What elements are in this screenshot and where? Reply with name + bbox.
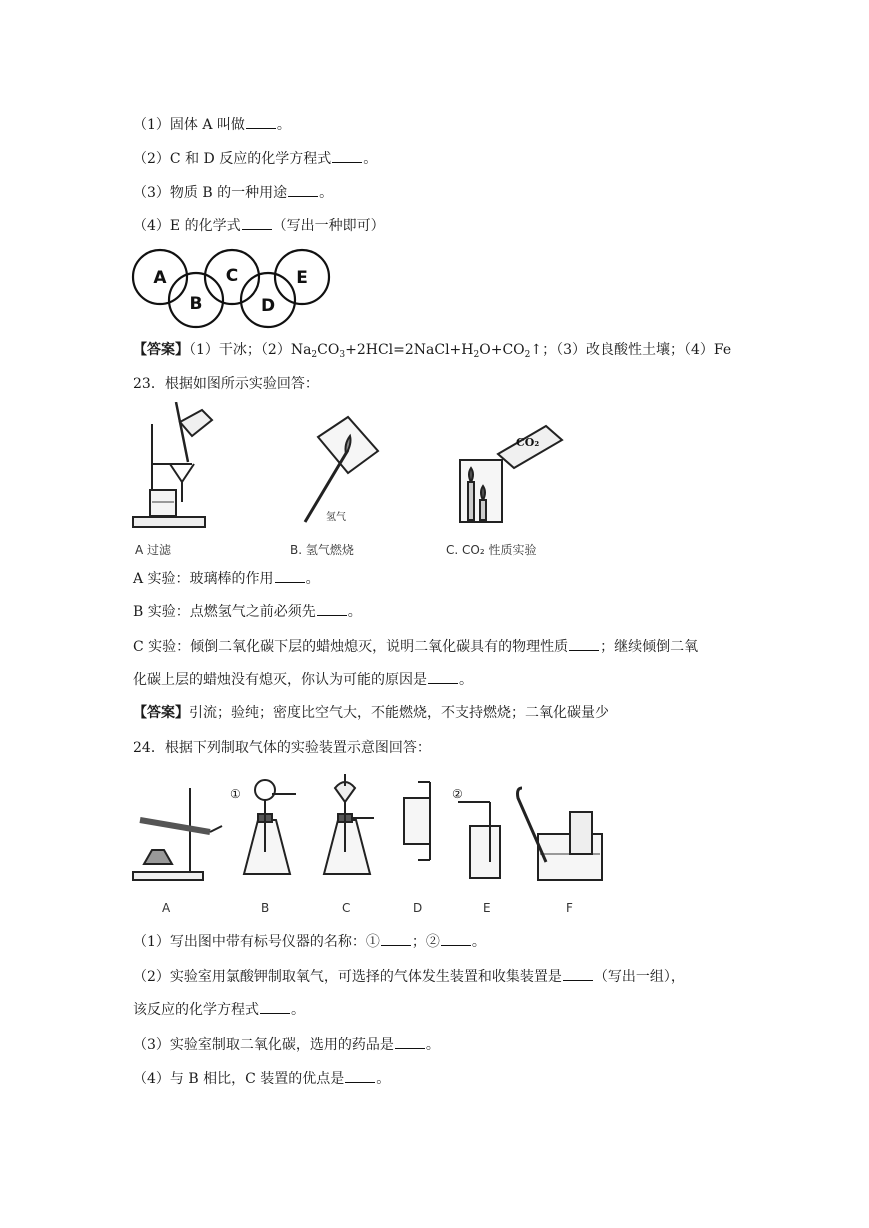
q23-b: B 实验：点燃氢气之前必须先 。 <box>133 601 362 622</box>
answer-blank[interactable] <box>345 1068 375 1083</box>
q22-line-2: （2）C 和 D 反应的化学方程式 。 <box>133 148 377 169</box>
answer-blank[interactable] <box>246 114 276 129</box>
co2-bottle-label: CO₂ <box>516 436 540 449</box>
answer-blank[interactable] <box>441 931 471 946</box>
co2-apparatus <box>460 426 562 522</box>
hydrogen-burning-apparatus <box>305 417 378 522</box>
q23-c-cont: 化碳上层的蜡烛没有熄灭，你认为可能的原因是 。 <box>133 669 473 690</box>
apparatus-f <box>518 788 603 880</box>
q24-title: 24．根据下列制取气体的实验装置示意图回答： <box>133 740 431 756</box>
q24-3: （3）实验室制取二氧化碳，选用的药品是 。 <box>133 1034 440 1055</box>
answer-blank[interactable] <box>242 215 272 230</box>
q23-figure <box>130 402 570 560</box>
filtration-apparatus <box>133 402 212 527</box>
answer-blank[interactable] <box>288 182 318 197</box>
label-c: C <box>342 901 351 915</box>
q23-answer: 【答案】引流；验纯；密度比空气大，不能燃烧，不支持燃烧；二氧化碳量少 <box>133 705 609 721</box>
q23-c: C 实验：倾倒二氧化碳下层的蜡烛熄灭，说明二氧化碳具有的物理性质 ；继续倾倒二氧 <box>133 636 698 657</box>
caption-b: B. 氢气燃烧 <box>290 543 354 557</box>
q22-answer: 【答案】（1）干冰；$(2)Na_2CO_3+2HCl=2NaCl+H_2O+CO_2↑$；（3）改良酸性土壤；（4）Fe <box>133 342 732 360</box>
answer-blank[interactable] <box>317 601 347 616</box>
answer-blank[interactable] <box>569 636 599 651</box>
q24-2-cont: 该反应的化学方程式 。 <box>133 999 305 1020</box>
circle-label-a: A <box>153 268 167 288</box>
caption-c: C. CO₂ 性质实验 <box>446 543 537 557</box>
apparatus-a <box>133 788 222 880</box>
apparatus-c <box>324 774 374 874</box>
q22-line-4: （4）E 的化学式 （写出一种即可） <box>133 215 385 236</box>
label-d: D <box>413 901 423 915</box>
mark-2: ② <box>452 787 463 801</box>
hydrogen-label: 氢气 <box>326 512 346 523</box>
q24-1: （1）写出图中带有标号仪器的名称：① ；② 。 <box>133 931 486 952</box>
circle-label-d: D <box>260 296 276 316</box>
apparatus-e <box>458 802 500 878</box>
answer-blank[interactable] <box>428 669 458 684</box>
q24-figure <box>130 768 612 918</box>
circle-label-b: B <box>189 294 203 314</box>
q23-a: A 实验：玻璃棒的作用 。 <box>133 568 320 589</box>
q24-2: （2）实验室用氯酸钾制取氧气，可选择的气体发生装置和收集装置是 （写出一组）， <box>133 966 685 987</box>
q24-4: （4）与 B 相比，C 装置的优点是 。 <box>133 1068 390 1089</box>
answer-blank[interactable] <box>563 966 593 981</box>
q23-title: 23．根据如图所示实验回答： <box>133 376 319 392</box>
answer-blank[interactable] <box>260 999 290 1014</box>
mark-1: ① <box>230 787 241 801</box>
circle-label-e: E <box>296 268 308 288</box>
caption-a: A 过滤 <box>135 543 172 557</box>
q22-line-3: （3）物质 B 的一种用途 。 <box>133 182 333 203</box>
answer-blank[interactable] <box>381 931 411 946</box>
apparatus-d <box>404 782 430 860</box>
answer-blank[interactable] <box>395 1034 425 1049</box>
label-b: B <box>261 901 270 915</box>
answer-blank[interactable] <box>332 148 362 163</box>
answer-blank[interactable] <box>275 568 305 583</box>
label-e: E <box>483 901 491 915</box>
q22-line-1: （1）固体 A 叫做 。 <box>133 114 291 135</box>
circle-label-c: C <box>225 266 239 286</box>
circles-diagram <box>130 246 332 332</box>
apparatus-b <box>244 780 296 874</box>
label-f: F <box>566 901 573 915</box>
label-a: A <box>162 901 171 915</box>
